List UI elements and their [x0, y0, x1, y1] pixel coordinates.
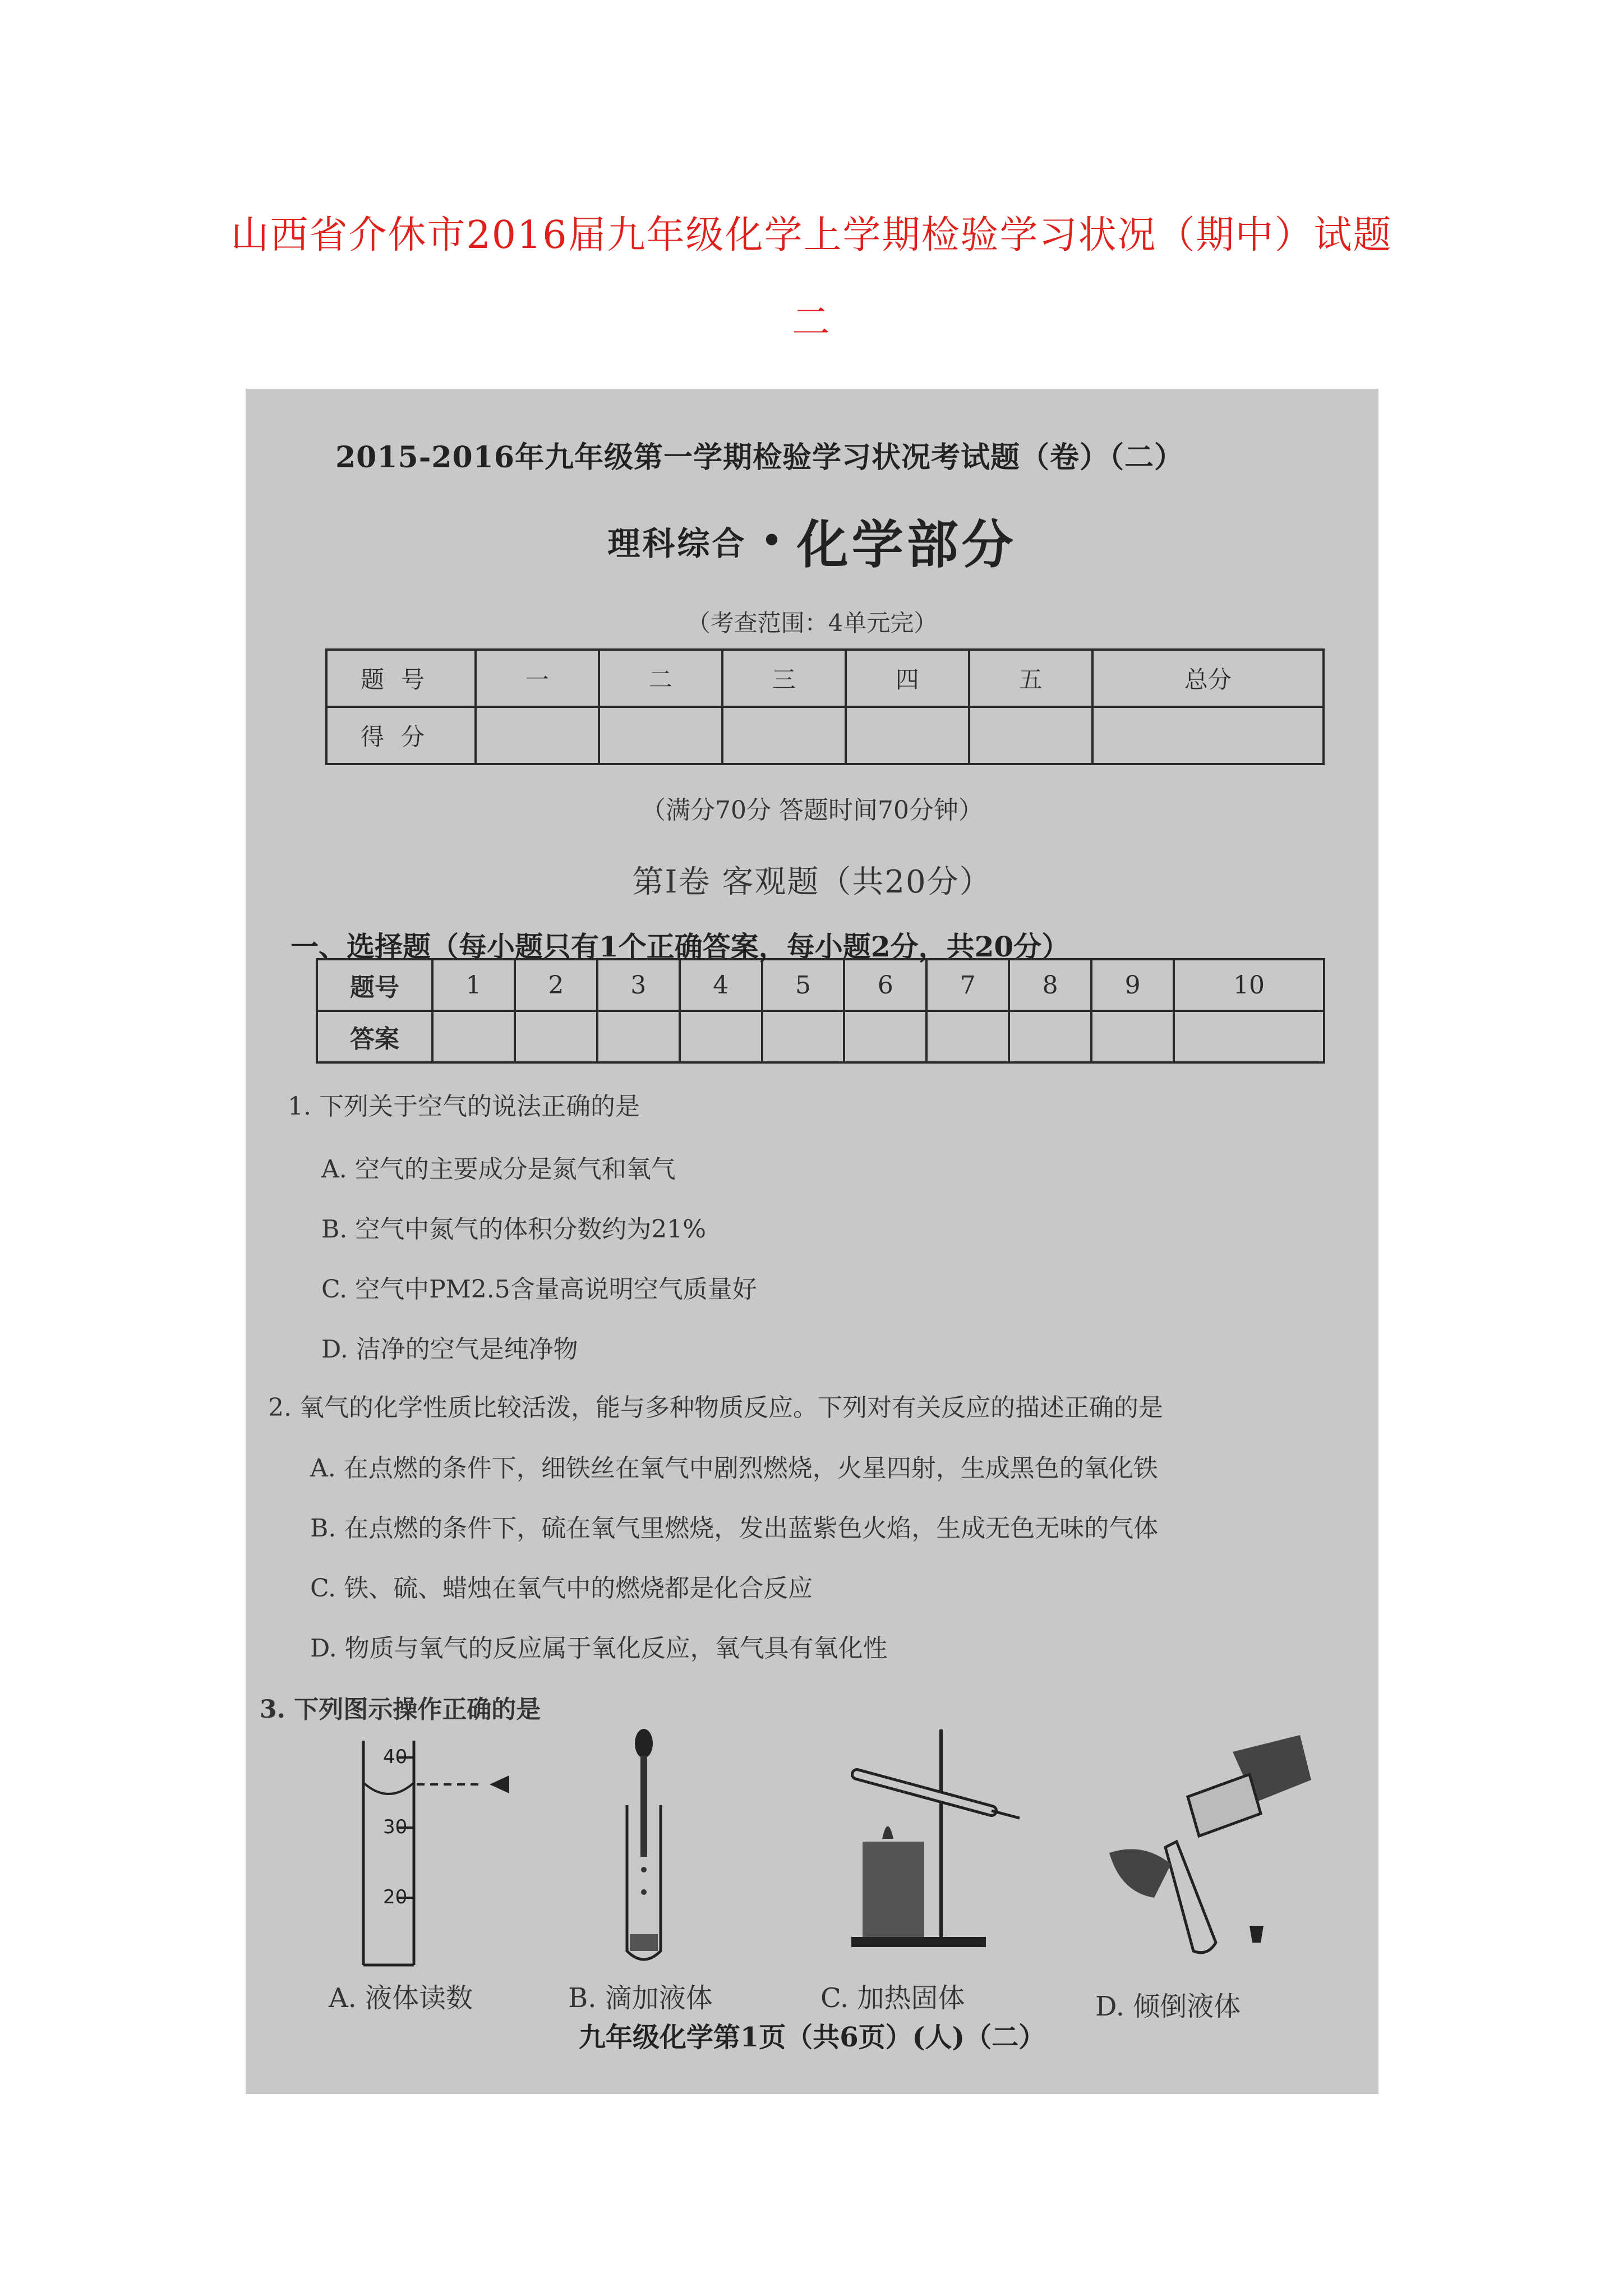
section-heading: 一、选择题（每小题只有1个正确答案，每小题2分，共20分） [291, 930, 1070, 963]
score-row-label: 得分 [326, 707, 476, 764]
score-table-cell: 四 [846, 650, 969, 707]
score-table-cell: 三 [722, 650, 846, 707]
answer-number-cell: 10 [1174, 959, 1324, 1011]
answer-number-cell: 8 [1009, 959, 1091, 1011]
volume-title: 第Ⅰ卷 客观题（共20分） [632, 864, 992, 900]
figure-d-caption: D. 倾倒液体 [1095, 1991, 1241, 2022]
answer-blank-cell [432, 1011, 515, 1062]
answer-number-cell: 4 [680, 959, 762, 1011]
subject-dot: • [760, 518, 783, 564]
score-table-cell: 一 [476, 650, 599, 707]
answer-blank-cell [1091, 1011, 1174, 1062]
document-title: 山西省介休市2016届九年级化学上学期检验学习状况（期中）试题 [230, 213, 1393, 257]
subject-main: 化学部分 [796, 514, 1017, 575]
score-table-cell: 二 [599, 650, 722, 707]
cylinder-tick-40: 40 [383, 1746, 408, 1768]
question-1-option-b: B. 空气中氮气的体积分数约为21% [321, 1215, 707, 1244]
answer-blank-cell [1009, 1011, 1091, 1062]
exam-scope: （考查范围：4单元完） [686, 609, 938, 637]
answer-number-cell: 7 [926, 959, 1009, 1011]
answer-number-cell: 1 [432, 959, 515, 1011]
answer-number-cell: 2 [515, 959, 597, 1011]
answer-row-label: 答案 [317, 1011, 432, 1062]
answer-blank-cell [515, 1011, 597, 1062]
figure-b-caption: B. 滴加液体 [568, 1982, 713, 2014]
cylinder-tick-20: 20 [383, 1886, 408, 1908]
question-2-option-b: B. 在点燃的条件下，硫在氧气里燃烧，发出蓝紫色火焰，生成无色无味的气体 [310, 1514, 1159, 1543]
score-table-cell: 五 [969, 650, 1092, 707]
question-1-option-a: A. 空气的主要成分是氮气和氧气 [321, 1155, 676, 1184]
question-2-option-d: D. 物质与氧气的反应属于氧化反应，氧气具有氧化性 [310, 1634, 888, 1663]
score-table-header-row [326, 650, 1324, 707]
score-blank-cell [476, 707, 599, 764]
figure-c-caption: C. 加热固体 [820, 1982, 965, 2014]
score-blank-cell [846, 707, 969, 764]
answer-number-cell: 3 [597, 959, 680, 1011]
exam-paper-photo [246, 389, 1378, 2094]
page-footer: 九年级化学第1页（共6页）(人)（二） [578, 2022, 1046, 2053]
answer-number-cell: 5 [762, 959, 845, 1011]
eye-icon [490, 1775, 509, 1793]
figure-a-caption: A. 液体读数 [329, 1982, 473, 2014]
answer-blank-cell [844, 1011, 926, 1062]
figure-d-pouring-liquid [1087, 1729, 1322, 1976]
answer-blank-cell [762, 1011, 845, 1062]
question-3-stem: 3. 下列图示操作正确的是 [260, 1695, 541, 1724]
score-table-cell: 题号 [326, 650, 476, 707]
document-title-continued: 二 [791, 300, 831, 344]
score-blank-cell [969, 707, 1092, 764]
answer-table-answer-row [317, 1011, 1324, 1062]
score-blank-cell [1092, 707, 1324, 764]
answer-blank-cell [680, 1011, 762, 1062]
answer-row-label: 题号 [317, 959, 432, 1011]
answer-blank-cell [597, 1011, 680, 1062]
answer-blank-cell [1174, 1011, 1324, 1062]
figure-a-cylinder-reading [330, 1741, 532, 1976]
question-2-option-c: C. 铁、硫、蜡烛在氧气中的燃烧都是化合反应 [310, 1574, 813, 1603]
question-1-option-d: D. 洁净的空气是纯净物 [321, 1335, 578, 1364]
question-1-stem: 1. 下列关于空气的说法正确的是 [288, 1092, 640, 1121]
subject-prefix: 理科综合 [607, 524, 747, 563]
full-mark-note: （满分70分 答题时间70分钟） [641, 796, 983, 825]
subject-title [246, 504, 1378, 578]
score-blank-cell [599, 707, 722, 764]
figure-c-heating-solid [834, 1724, 1036, 1959]
score-table-score-row [326, 707, 1324, 764]
question-2-stem: 2. 氧气的化学性质比较活泼，能与多种物质反应。下列对有关反应的描述正确的是 [268, 1393, 1163, 1422]
answer-number-cell: 6 [844, 959, 926, 1011]
cylinder-tick-30: 30 [383, 1816, 408, 1838]
answer-number-cell: 9 [1091, 959, 1174, 1011]
answer-table [316, 958, 1325, 1064]
question-2-option-a: A. 在点燃的条件下，细铁丝在氧气中剧烈燃烧，火星四射，生成黑色的氧化铁 [310, 1454, 1158, 1483]
score-table [325, 648, 1325, 765]
answer-blank-cell [926, 1011, 1009, 1062]
answer-table-number-row [317, 959, 1324, 1011]
score-table-cell: 总分 [1092, 650, 1324, 707]
question-1-option-c: C. 空气中PM2.5含量高说明空气质量好 [321, 1275, 757, 1304]
score-blank-cell [722, 707, 846, 764]
figure-b-dropper [588, 1727, 700, 1973]
exam-header: 2015-2016年九年级第一学期检验学习状况考试题（卷）（二） [335, 440, 1184, 475]
